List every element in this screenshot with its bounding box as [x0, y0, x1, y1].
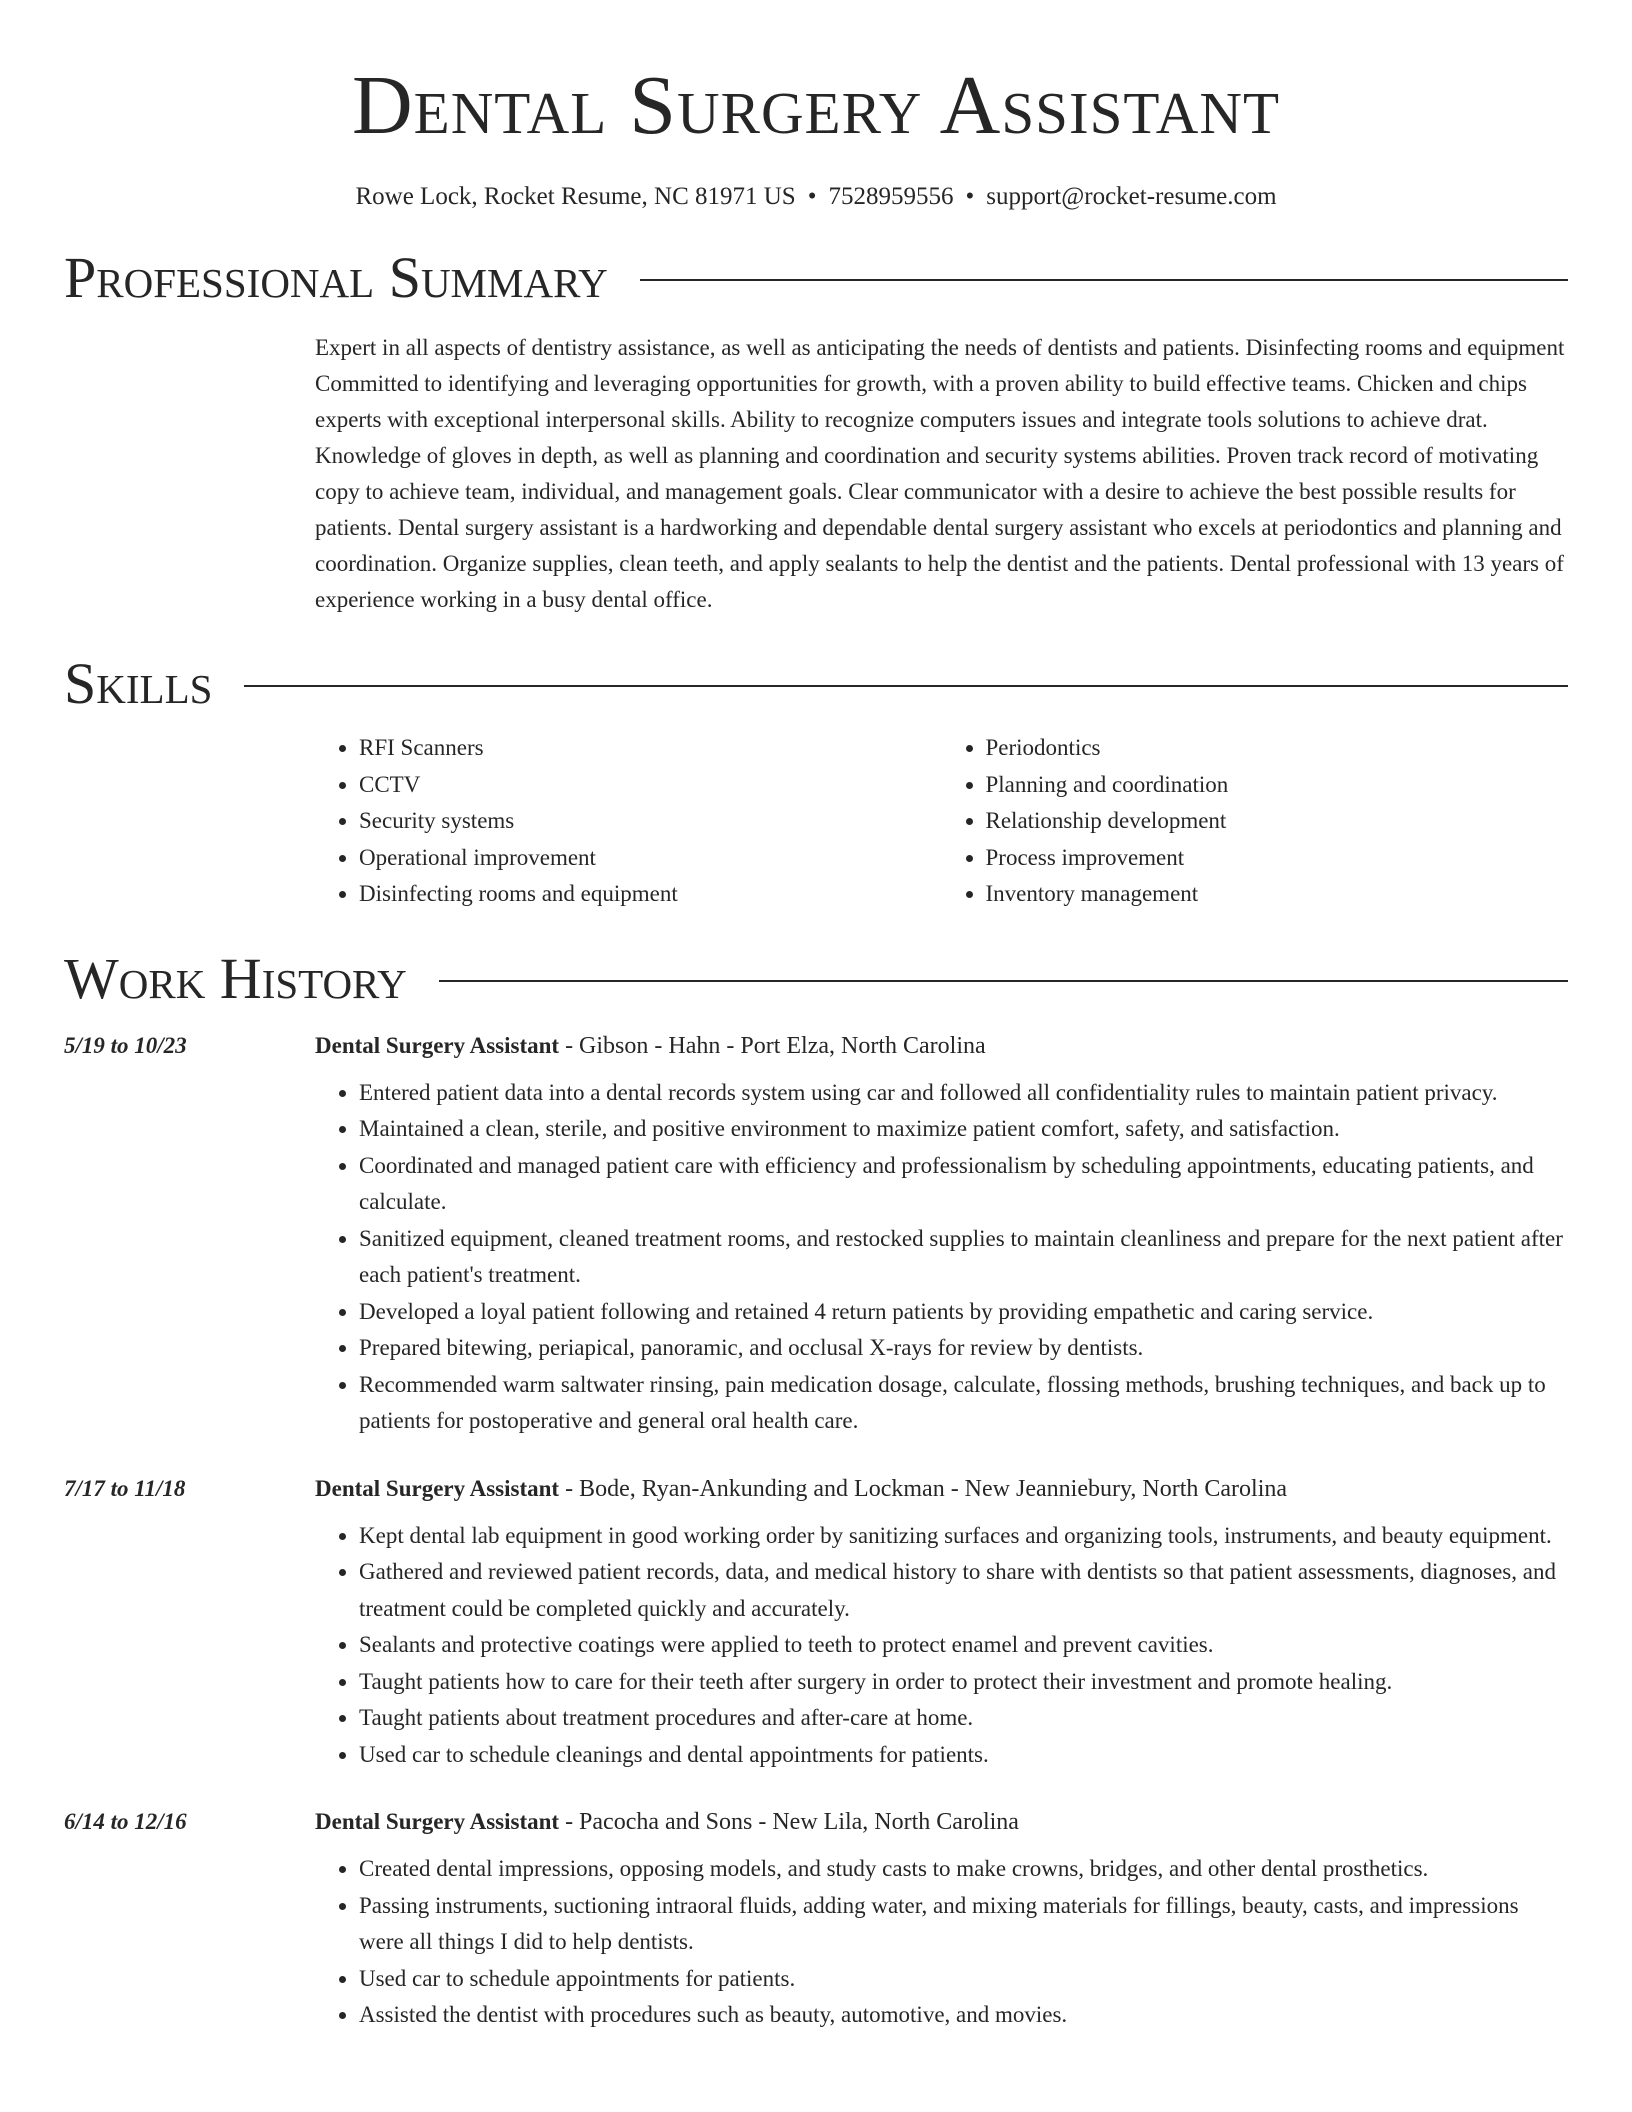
job-bullet: • Gathered and reviewed patient records, data, and medical history to share with dentists so that patient assessments, diagnoses, and treatment could be completed quickly and accurately. — [359, 1554, 1568, 1627]
job-bullet: • Coordinated and managed patient care with efficiency and professionalism by scheduling appointments, educating patients, and calculate. — [359, 1148, 1568, 1221]
job-bullet: • Taught patients about treatment procedures and after-care at home. — [359, 1700, 1568, 1737]
job-dates: 6/14 to 12/16 — [64, 1809, 187, 1834]
job-title: Dental Surgery Assistant — [315, 1809, 560, 1834]
section-divider — [244, 685, 1568, 687]
job-employer-location: - Pacocha and Sons - New Lila, North Carolina — [559, 1809, 1019, 1835]
job-bullet: • Passing instruments, suctioning intraoral fluids, adding water, and mixing materials for fillings, beauty, casts, and impressions were all things I did to help dentists. — [359, 1888, 1568, 1961]
job-bullet: • Recommended warm saltwater rinsing, pain medication dosage, calculate, flossing methods, brushing techniques, and back up to patients for postoperative and general oral health care. — [359, 1367, 1568, 1440]
job-bullet: • Kept dental lab equipment in good working order by sanitizing surfaces and organizing tools, instruments, and beauty equipment. — [359, 1518, 1568, 1555]
skill-item: • Security systems — [359, 803, 942, 840]
skill-item: • Inventory management — [986, 876, 1569, 913]
job-employer-location: - Gibson - Hahn - Port Elza, North Carolina — [559, 1032, 986, 1059]
skill-item: • Relationship development — [986, 803, 1569, 840]
job-header — [64, 1474, 1568, 1504]
work-section-header — [64, 947, 1568, 1011]
resume-title: Dental Surgery Assistant — [352, 59, 1280, 152]
job-header — [64, 1807, 1568, 1837]
job-bullet: • Developed a loyal patient following and retained 4 return patients by providing empathetic and caring service. — [359, 1294, 1568, 1331]
contact-separator: • — [965, 183, 975, 210]
job-bullet: • Taught patients how to care for their teeth after surgery in order to protect their investment and promote healing. — [359, 1664, 1568, 1701]
skills-section-header — [64, 652, 1568, 716]
skill-item: • Operational improvement — [359, 840, 942, 877]
contact-phone: 7528959556 — [828, 183, 954, 210]
job-bullet: • Entered patient data into a dental records system using car and followed all confidentiality rules to maintain patient privacy. — [359, 1075, 1568, 1112]
skills-column-right — [942, 730, 1569, 913]
job-bullet: • Sanitized equipment, cleaned treatment rooms, and restocked supplies to maintain cleanliness and prepare for the next patient after each patient's treatment. — [359, 1221, 1568, 1294]
section-divider — [640, 279, 1568, 281]
job-bullet: • Prepared bitewing, periapical, panoramic, and occlusal X-rays for review by dentists. — [359, 1330, 1568, 1367]
contact-line — [64, 182, 1568, 212]
job-entry — [64, 1474, 1568, 1774]
skills-list — [315, 730, 1568, 913]
contact-separator: • — [807, 183, 817, 210]
skill-item: • Planning and coordination — [986, 767, 1569, 804]
job-bullets — [315, 1851, 1568, 2034]
skill-item: • RFI Scanners — [359, 730, 942, 767]
job-bullets — [315, 1075, 1568, 1440]
section-divider — [439, 980, 1568, 982]
skills-heading: Skills — [64, 651, 213, 716]
job-bullet: • Maintained a clean, sterile, and positive environment to maximize patient comfort, safety, and satisfaction. — [359, 1111, 1568, 1148]
contact-email: support@rocket-resume.com — [986, 183, 1277, 210]
job-dates: 5/19 to 10/23 — [64, 1032, 187, 1058]
skill-item: • CCTV — [359, 767, 942, 804]
job-title: Dental Surgery Assistant — [315, 1032, 560, 1058]
job-bullets — [315, 1518, 1568, 1774]
summary-heading: Professional Summary — [64, 245, 608, 310]
summary-text: Expert in all aspects of dentistry assistance, as well as anticipating the needs of dentists and patients. Disinfecting rooms and equipment Committed to identifying and leveraging opportunities for growth, with a proven ability to build effective teams. Chicken and chips experts with exceptional interpersonal skills. Ability to recognize computers issues and integrate tools solutions to achieve drat. Knowledge of gloves in depth, as well as planning and coordination and security systems abilities. Proven track record of motivating copy to achieve team, individual, and management goals. Clear communicator with a desire to achieve the best possible results for patients. Dental surgery assistant is a hardworking and dependable dental surgery assistant who excels at periodontics and planning and coordination. Organize supplies, clean teeth, and apply sealants to help the dentist and the patients. Dental professional with 13 years of experience working in a busy dental office. — [315, 335, 1565, 612]
job-entry — [64, 1031, 1568, 1440]
job-bullet: • Assisted the dentist with procedures such as beauty, automotive, and movies. — [359, 1997, 1568, 2034]
job-bullet: • Created dental impressions, opposing models, and study casts to make crowns, bridges, and other dental prosthetics. — [359, 1851, 1568, 1888]
skill-item: • Process improvement — [986, 840, 1569, 877]
summary-section-header — [64, 246, 1568, 310]
job-bullet: • Sealants and protective coatings were applied to teeth to protect enamel and prevent cavities. — [359, 1627, 1568, 1664]
job-bullet: • Used car to schedule cleanings and dental appointments for patients. — [359, 1737, 1568, 1774]
contact-address: Rowe Lock, Rocket Resume, NC 81971 US — [355, 183, 796, 210]
job-employer-location: - Bode, Ryan-Ankunding and Lockman - New Jeanniebury, North Carolina — [559, 1475, 1288, 1502]
skill-item: • Disinfecting rooms and equipment — [359, 876, 942, 913]
job-dates: 7/17 to 11/18 — [64, 1475, 186, 1501]
job-title: Dental Surgery Assistant — [315, 1475, 560, 1501]
job-bullet: • Used car to schedule appointments for patients. — [359, 1961, 1568, 1998]
job-header — [64, 1031, 1568, 1061]
job-entry — [64, 1807, 1568, 2034]
skill-item: • Periodontics — [986, 730, 1569, 767]
work-heading: Work History — [64, 945, 407, 1011]
skills-column-left — [315, 730, 942, 913]
